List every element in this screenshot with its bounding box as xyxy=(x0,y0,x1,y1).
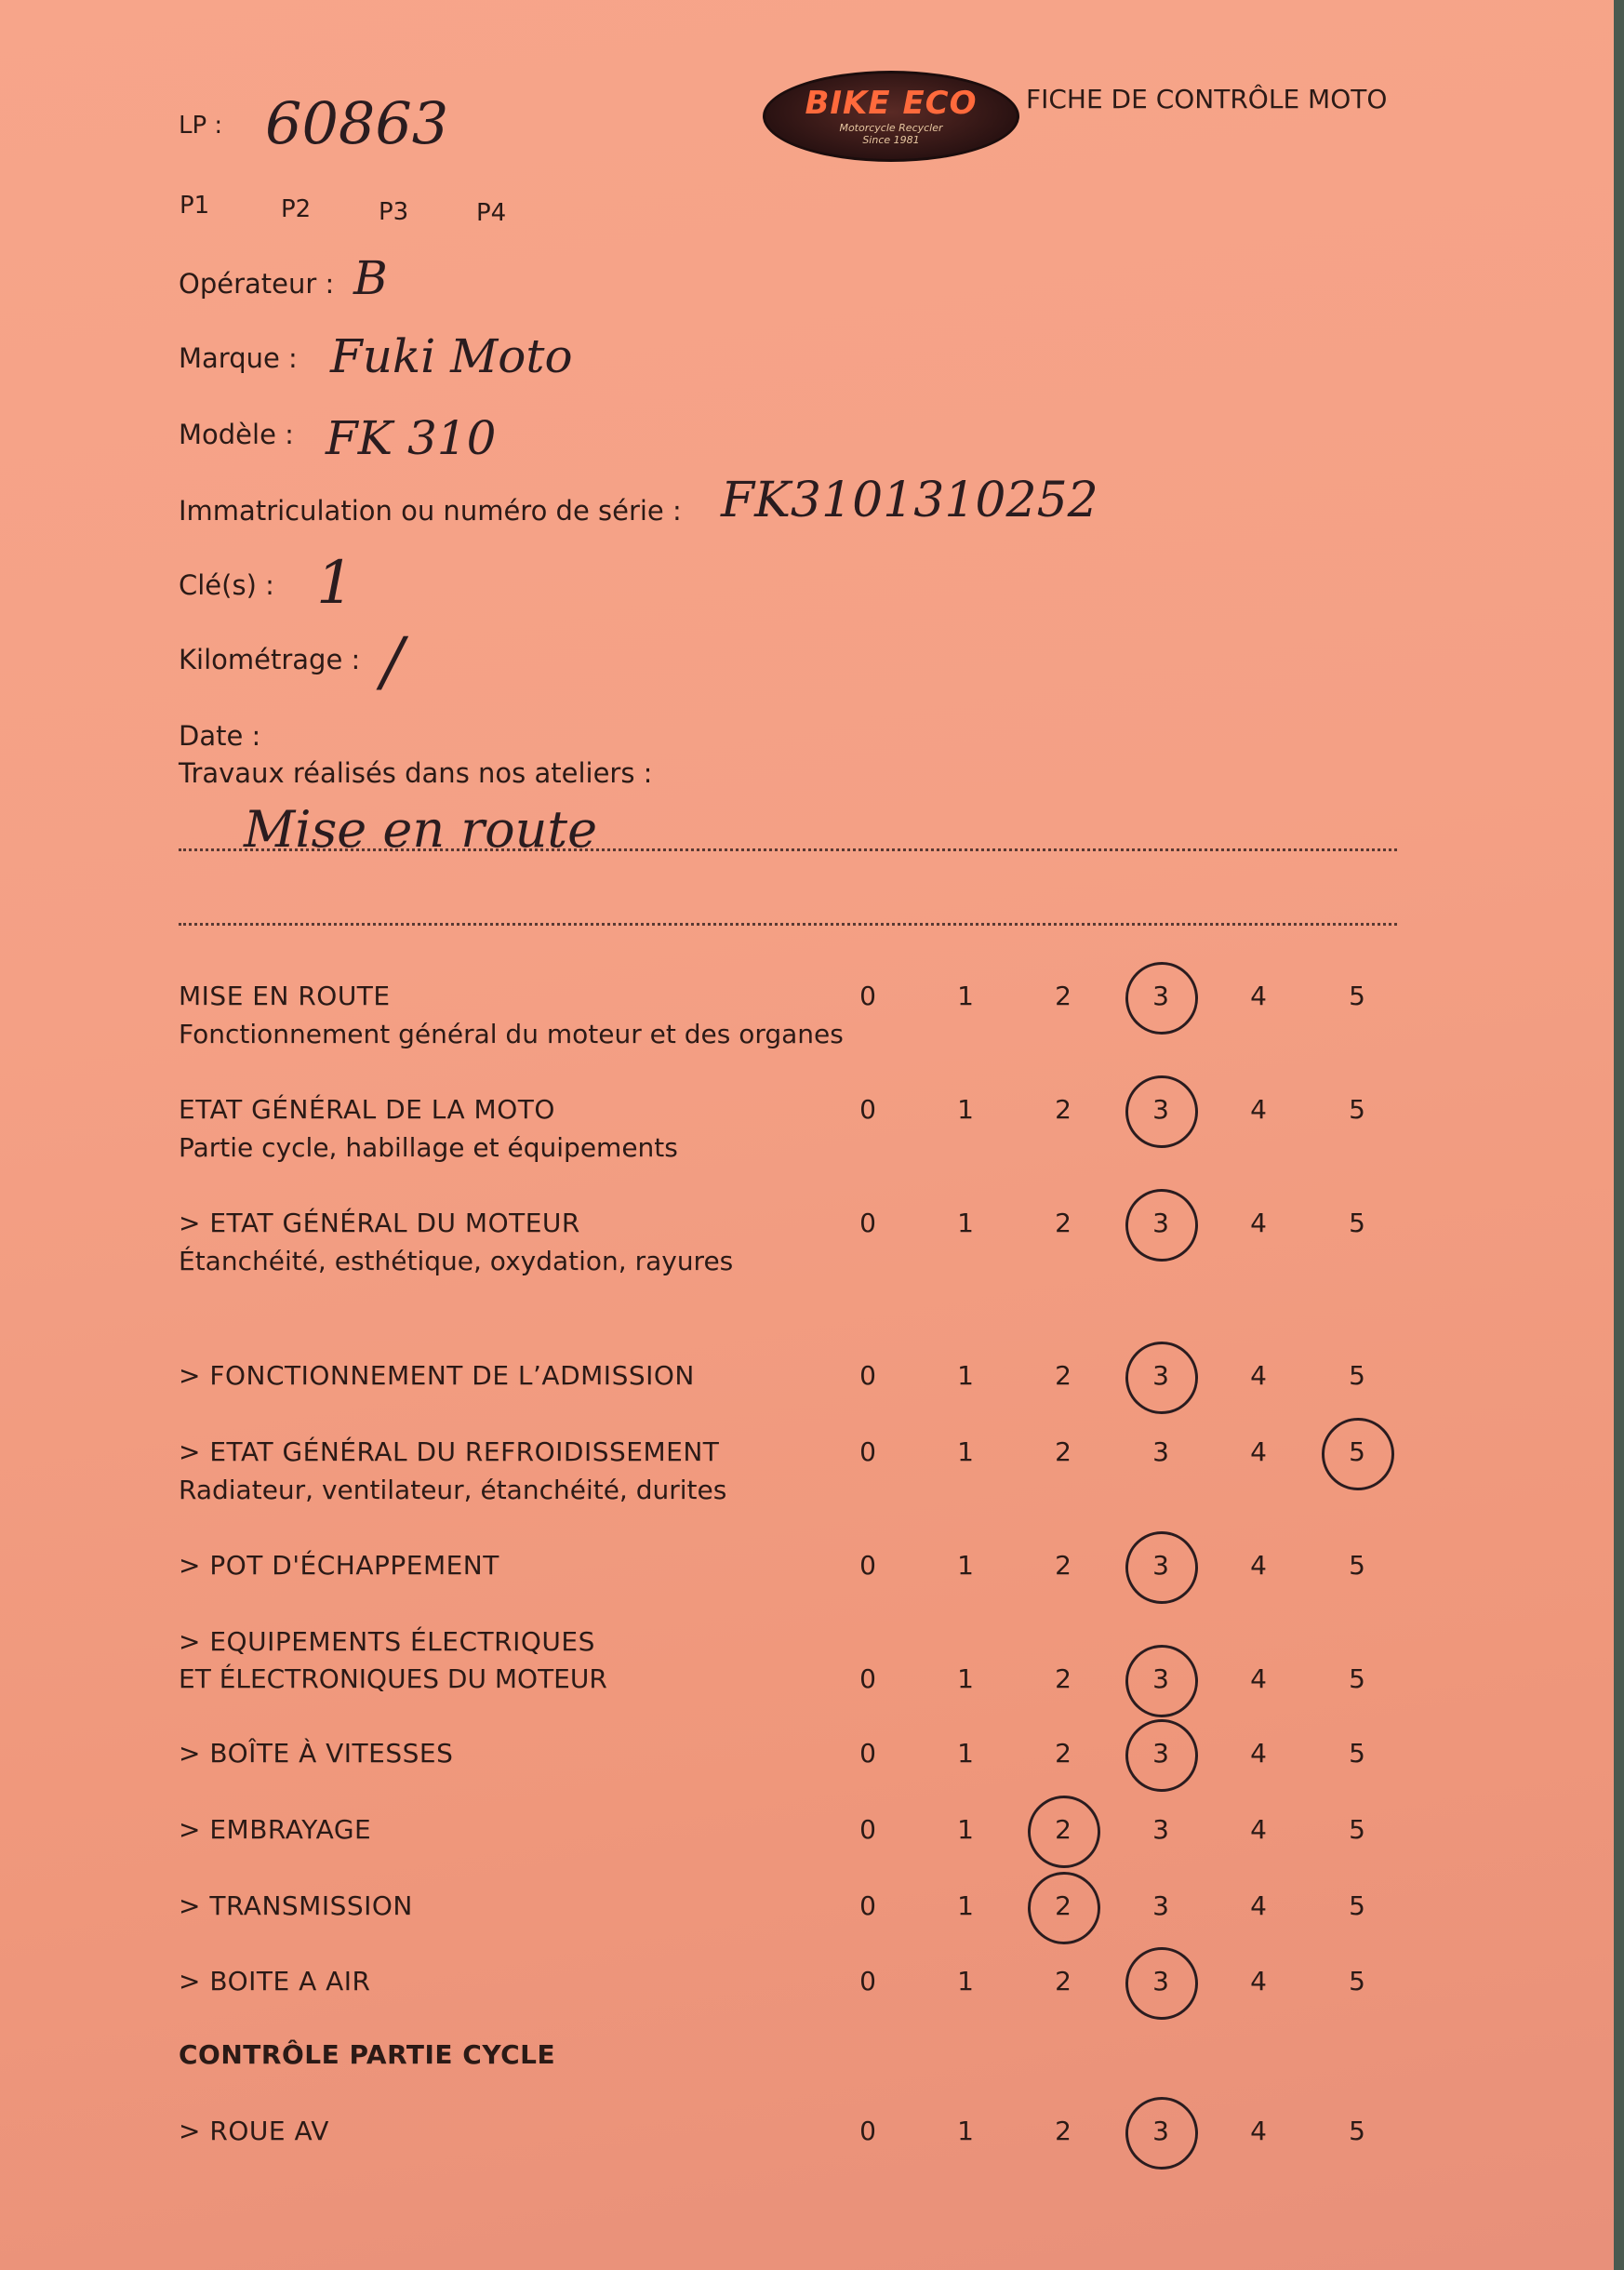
rating-item-subtitle: Fonctionnement général du moteur et des organes xyxy=(179,1019,844,1049)
rating-item-score-4[interactable]: 4 xyxy=(1250,1094,1267,1125)
rating-item-score-2[interactable]: 2 xyxy=(1055,1208,1072,1238)
rating-item-title: > ETAT GÉNÉRAL DU MOTEUR xyxy=(179,1208,580,1238)
rating-item-subtitle: Radiateur, ventilateur, étanchéité, durites xyxy=(179,1475,727,1505)
rating-item-score-4[interactable]: 4 xyxy=(1250,1738,1267,1769)
rating-item-score-3[interactable]: 3 xyxy=(1152,1550,1169,1581)
rating-item-score-2[interactable]: 2 xyxy=(1055,1436,1072,1467)
logo-tagline-since: Since 1981 xyxy=(862,134,920,146)
rating-item-score-1[interactable]: 1 xyxy=(957,1738,974,1769)
works-line-1 xyxy=(179,848,1397,851)
works-value[interactable]: Mise en route xyxy=(244,800,598,859)
position-p3[interactable]: P3 xyxy=(379,198,409,226)
rating-item-selected-circle xyxy=(1122,958,1202,1038)
serial-label: Immatriculation ou numéro de série : xyxy=(179,495,682,527)
rating-item-score-4[interactable]: 4 xyxy=(1250,1966,1267,1996)
rating-item-score-5[interactable]: 5 xyxy=(1349,1550,1365,1581)
brand-value[interactable]: Fuki Moto xyxy=(330,329,573,383)
rating-item-score-4[interactable]: 4 xyxy=(1250,1360,1267,1391)
rating-item-score-1[interactable]: 1 xyxy=(957,1360,974,1391)
position-p4[interactable]: P4 xyxy=(476,199,507,227)
position-p2[interactable]: P2 xyxy=(281,195,312,223)
rating-item-selected-circle xyxy=(1121,1184,1203,1266)
rating-item-score-4[interactable]: 4 xyxy=(1250,1663,1267,1694)
rating-item-selected-circle xyxy=(1321,1417,1394,1490)
model-value[interactable]: FK 310 xyxy=(326,411,497,465)
mileage-label: Kilométrage : xyxy=(179,644,361,675)
rating-item-score-5[interactable]: 5 xyxy=(1349,1360,1365,1391)
rating-item-score-0[interactable]: 0 xyxy=(859,1360,876,1391)
rating-item-score-4[interactable]: 4 xyxy=(1250,1436,1267,1467)
rating-item-score-2[interactable]: 2 xyxy=(1055,981,1072,1011)
rating-item-score-1[interactable]: 1 xyxy=(957,1890,974,1921)
rating-item-score-1[interactable]: 1 xyxy=(957,1966,974,1996)
rating-item-score-3[interactable]: 3 xyxy=(1152,981,1169,1011)
rating-item-score-1[interactable]: 1 xyxy=(957,1436,974,1467)
rating-item-score-5[interactable]: 5 xyxy=(1349,1094,1365,1125)
logo-tagline: Motorcycle Recycler xyxy=(839,122,943,134)
rating-item-score-2[interactable]: 2 xyxy=(1055,1550,1072,1581)
cycle-item-score-5[interactable]: 5 xyxy=(1349,2116,1365,2146)
rating-item-score-1[interactable]: 1 xyxy=(957,1094,974,1125)
rating-item-score-5[interactable]: 5 xyxy=(1349,1208,1365,1238)
cycle-item-selected-circle xyxy=(1122,2093,1202,2173)
rating-item-selected-circle xyxy=(1024,1868,1104,1948)
rating-item-score-5[interactable]: 5 xyxy=(1349,1890,1365,1921)
rating-item-selected-circle xyxy=(1122,1338,1202,1418)
rating-item-title: > BOITE A AIR xyxy=(179,1966,371,1996)
bike-eco-logo xyxy=(763,71,1019,162)
rating-item-title: MISE EN ROUTE xyxy=(179,981,391,1011)
rating-item-score-0[interactable]: 0 xyxy=(859,1890,876,1921)
logo-brand: BIKE ECO xyxy=(805,85,978,122)
rating-item-selected-circle xyxy=(1121,1527,1203,1609)
rating-item-score-2[interactable]: 2 xyxy=(1055,1814,1072,1845)
rating-item-score-3[interactable]: 3 xyxy=(1152,1738,1169,1769)
rating-item-selected-circle xyxy=(1125,1946,1198,2020)
cycle-item-score-4[interactable]: 4 xyxy=(1250,2116,1267,2146)
rating-item-title: > EQUIPEMENTS ÉLECTRIQUES xyxy=(179,1626,595,1657)
rating-item-score-2[interactable]: 2 xyxy=(1055,1966,1072,1996)
section-cycle-title: CONTRÔLE PARTIE CYCLE xyxy=(179,2039,556,2070)
rating-item-selected-circle xyxy=(1125,1718,1198,1792)
rating-item-score-0[interactable]: 0 xyxy=(859,981,876,1011)
date-label: Date : xyxy=(179,720,261,752)
rating-item-score-4[interactable]: 4 xyxy=(1250,981,1267,1011)
rating-item-title: > BOÎTE À VITESSES xyxy=(179,1738,454,1769)
lp-label: LP : xyxy=(179,112,223,140)
rating-item-score-3[interactable]: 3 xyxy=(1152,1663,1169,1694)
rating-item-score-5[interactable]: 5 xyxy=(1349,1738,1365,1769)
brand-label: Marque : xyxy=(179,342,298,374)
rating-item-score-3[interactable]: 3 xyxy=(1152,1436,1169,1467)
rating-item-score-3[interactable]: 3 xyxy=(1152,1360,1169,1391)
page-title: FICHE DE CONTRÔLE MOTO xyxy=(1026,84,1388,114)
cycle-item-score-0[interactable]: 0 xyxy=(859,2116,876,2146)
rating-item-subtitle: Partie cycle, habillage et équipements xyxy=(179,1132,678,1163)
lp-value[interactable]: 60863 xyxy=(265,89,449,157)
rating-item-score-0[interactable]: 0 xyxy=(859,1738,876,1769)
serial-value[interactable]: FK3101310252 xyxy=(721,473,1098,528)
keys-value[interactable]: 1 xyxy=(316,549,354,618)
rating-item-score-4[interactable]: 4 xyxy=(1250,1550,1267,1581)
rating-item-score-1[interactable]: 1 xyxy=(957,1208,974,1238)
rating-item-score-5[interactable]: 5 xyxy=(1349,1966,1365,1996)
rating-item-title: ETAT GÉNÉRAL DE LA MOTO xyxy=(179,1094,555,1125)
rating-item-score-2[interactable]: 2 xyxy=(1055,1738,1072,1769)
rating-item-score-3[interactable]: 3 xyxy=(1152,1966,1169,1996)
cycle-item-score-3[interactable]: 3 xyxy=(1152,2116,1169,2146)
rating-item-score-1[interactable]: 1 xyxy=(957,981,974,1011)
rating-item-score-0[interactable]: 0 xyxy=(859,1814,876,1845)
rating-item-score-3[interactable]: 3 xyxy=(1152,1890,1169,1921)
model-label: Modèle : xyxy=(179,419,294,450)
operator-value[interactable]: B xyxy=(353,251,388,305)
rating-item-score-0[interactable]: 0 xyxy=(859,1094,876,1125)
rating-item-title: > TRANSMISSION xyxy=(179,1890,413,1921)
rating-item-score-0[interactable]: 0 xyxy=(859,1550,876,1581)
rating-item-subtitle: Étanchéité, esthétique, oxydation, rayures xyxy=(179,1246,734,1276)
mileage-value[interactable]: / xyxy=(381,623,404,700)
rating-item-score-3[interactable]: 3 xyxy=(1152,1094,1169,1125)
rating-item-selected-circle xyxy=(1023,1791,1105,1873)
rating-item-score-0[interactable]: 0 xyxy=(859,1663,876,1694)
rating-item-score-1[interactable]: 1 xyxy=(957,1814,974,1845)
rating-item-score-5[interactable]: 5 xyxy=(1349,1436,1365,1467)
rating-item-subtitle: ET ÉLECTRONIQUES DU MOTEUR xyxy=(179,1663,607,1694)
rating-item-score-5[interactable]: 5 xyxy=(1349,981,1365,1011)
rating-item-score-4[interactable]: 4 xyxy=(1250,1890,1267,1921)
cycle-item-score-2[interactable]: 2 xyxy=(1055,2116,1072,2146)
rating-item-score-4[interactable]: 4 xyxy=(1250,1814,1267,1845)
rating-item-score-3[interactable]: 3 xyxy=(1152,1814,1169,1845)
cycle-item-title: > ROUE AV xyxy=(179,2116,329,2146)
rating-item-score-1[interactable]: 1 xyxy=(957,1663,974,1694)
rating-item-score-2[interactable]: 2 xyxy=(1055,1890,1072,1921)
works-label: Travaux réalisés dans nos ateliers : xyxy=(179,757,653,789)
rating-item-score-0[interactable]: 0 xyxy=(859,1436,876,1467)
rating-item-title: > POT D'ÉCHAPPEMENT xyxy=(179,1550,499,1581)
rating-item-title: > ETAT GÉNÉRAL DU REFROIDISSEMENT xyxy=(179,1436,720,1467)
works-line-2 xyxy=(179,923,1397,926)
rating-item-score-5[interactable]: 5 xyxy=(1349,1814,1365,1845)
rating-item-score-2[interactable]: 2 xyxy=(1055,1094,1072,1125)
rating-item-score-5[interactable]: 5 xyxy=(1349,1663,1365,1694)
cycle-item-score-1[interactable]: 1 xyxy=(957,2116,974,2146)
rating-item-score-0[interactable]: 0 xyxy=(859,1208,876,1238)
rating-item-score-2[interactable]: 2 xyxy=(1055,1360,1072,1391)
rating-item-title: > EMBRAYAGE xyxy=(179,1814,372,1845)
rating-item-score-3[interactable]: 3 xyxy=(1152,1208,1169,1238)
rating-item-score-0[interactable]: 0 xyxy=(859,1966,876,1996)
operator-label: Opérateur : xyxy=(179,268,335,300)
rating-item-title: > FONCTIONNEMENT DE L’ADMISSION xyxy=(179,1360,695,1391)
position-p1[interactable]: P1 xyxy=(180,192,210,220)
rating-item-score-4[interactable]: 4 xyxy=(1250,1208,1267,1238)
rating-item-score-1[interactable]: 1 xyxy=(957,1550,974,1581)
keys-label: Clé(s) : xyxy=(179,569,274,601)
rating-item-selected-circle xyxy=(1122,1641,1202,1721)
rating-item-selected-circle xyxy=(1125,1075,1198,1148)
rating-item-score-2[interactable]: 2 xyxy=(1055,1663,1072,1694)
